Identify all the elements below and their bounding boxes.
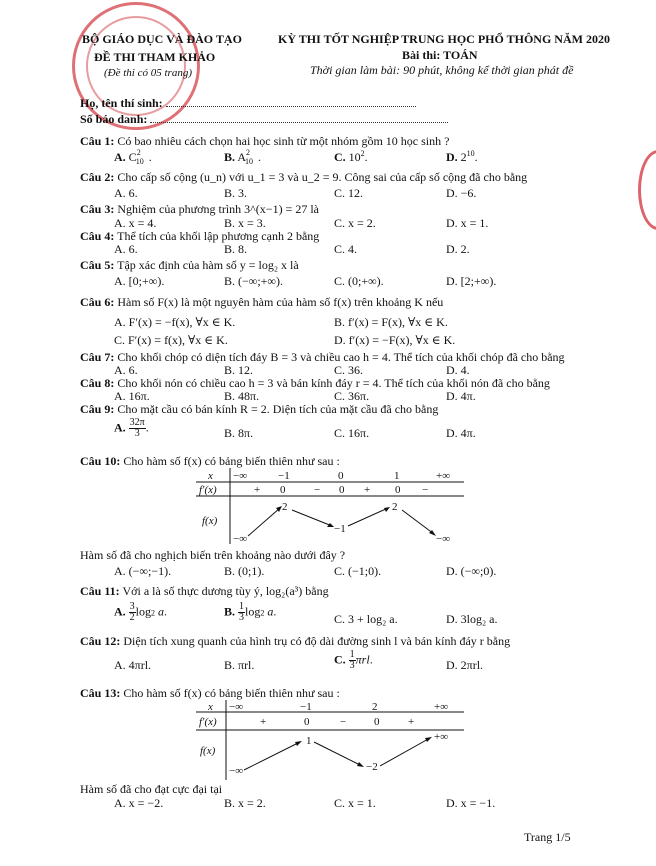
question-9: Câu 9: Cho mặt cầu có bán kính R = 2. Diện tích của mặt cầu đã cho bằng (80, 402, 439, 416)
q8-option-d: D. 4π. (446, 389, 476, 403)
t2-f-val: +∞ (434, 731, 449, 743)
t1-fp-val: + (364, 484, 371, 496)
t1-x-val: −∞ (233, 470, 248, 482)
question-10: Câu 10: Cho hàm số f(x) có bảng biến thiên như sau : (80, 454, 340, 468)
q10-question-text: Hàm số đã cho nghịch biến trên khoảng nào dưới đây ? (80, 548, 346, 562)
q6-option-a: A. F′(x) = −f(x), ∀x ∈ K. (114, 315, 236, 329)
t1-f-val: 2 (392, 501, 398, 513)
q1-option-a: A. $C^2_{10}$ . (114, 148, 152, 166)
t2-x-val: 2 (372, 701, 378, 713)
question-8: Câu 8: Cho khối nón có chiều cao h = 3 và bán kính đáy r = 4. Thể tích của khối nón đã cho bằng (80, 376, 550, 390)
t1-f-val: −∞ (436, 533, 451, 544)
q7-option-a: A. 6. (114, 363, 138, 377)
t1-x-val: 0 (338, 470, 344, 482)
t2-x-label: x (208, 701, 213, 713)
t1-fp-val: − (314, 484, 321, 496)
t2-fp-val: + (408, 716, 415, 728)
q2-option-d: D. −6. (446, 186, 477, 200)
t1-f-val: −1 (334, 523, 346, 535)
q5-option-a: A. [0;+∞). (114, 274, 165, 288)
question-2: Câu 2: Cho cấp số cộng (u_n) với u_1 = 3 và u_2 = 9. Công sai của cấp số cộng đã cho bằng (80, 170, 528, 184)
t2-fp-val: + (260, 716, 267, 728)
t1-fp-label: f′(x) (199, 484, 217, 496)
q8-option-c: C. 36π. (334, 389, 370, 403)
t2-x-val: +∞ (434, 701, 449, 713)
t2-x-val: −∞ (229, 701, 244, 713)
t2-x-val: −1 (300, 701, 312, 713)
t1-f-label: f(x) (202, 515, 218, 527)
q1-option-b: B. $A^2_{10}$ . (224, 148, 262, 166)
q7-option-d: D. 4. (446, 363, 470, 377)
q3-option-d: D. x = 1. (446, 216, 489, 230)
question-11: Câu 11: Với a là số thực dương tùy ý, log₂(a³) bằng (80, 584, 329, 598)
q12-option-b: B. πrl. (224, 658, 255, 672)
q3-option-c: C. x = 2. (334, 216, 376, 230)
q4-option-c: C. 4. (334, 242, 358, 256)
q13-option-b: B. x = 2. (224, 796, 266, 810)
page-number: Trang 1/5 (524, 830, 571, 844)
t1-f-val: −∞ (233, 533, 248, 544)
q6-option-d: D. f′(x) = −F(x), ∀x ∈ K. (334, 333, 456, 347)
q2-option-c: C. 12. (334, 186, 364, 200)
q13-option-d: D. x = −1. (446, 796, 496, 810)
question-7: Câu 7: Cho khối chóp có diện tích đáy B = 3 và chiều cao h = 4. Thể tích của khối chóp đã cho bằng (80, 350, 565, 364)
q11-option-c: C. 3 + log₂ a. (334, 612, 398, 626)
t1-x-val: −1 (278, 470, 290, 482)
q4-option-b: B. 8. (224, 242, 248, 256)
q3-option-b: B. x = 3. (224, 216, 266, 230)
q7-option-c: C. 36. (334, 363, 364, 377)
q8-option-a: A. 16π. (114, 389, 150, 403)
t1-x-val: 1 (394, 470, 400, 482)
q11-option-a: A. $\frac{3}{2}$ log2 a. (114, 601, 168, 623)
q11-option-b: B. $\frac{1}{3}$ log2 a. (224, 601, 277, 623)
question-13: Câu 13: Cho hàm số f(x) có bảng biến thiên như sau : (80, 686, 340, 700)
q13-question-text: Hàm số đã cho đạt cực đại tại (80, 782, 223, 796)
question-5: Câu 5: Tập xác định của hàm số y = log₂ x là (80, 258, 299, 272)
t2-f-label: f(x) (200, 745, 216, 757)
question-3: Câu 3: Nghiệm của phương trình 3^(x−1) = 27 là (80, 202, 319, 216)
t2-fp-val: 0 (374, 716, 380, 728)
q1-option-c: C. $10^2$. (334, 149, 368, 164)
question-6: Câu 6: Hàm số F(x) là một nguyên hàm của hàm số f(x) trên khoảng K nếu (80, 295, 444, 309)
t2-fp-val: − (340, 716, 347, 728)
t2-f-val: −2 (366, 761, 378, 773)
page-count-note: (Đề thi có 05 trang) (104, 67, 192, 79)
t1-fp-val: 0 (339, 484, 345, 496)
q13-option-a: A. x = −2. (114, 796, 164, 810)
question-12: Câu 12: Diện tích xung quanh của hình trụ có độ dài đường sinh l và bán kính đáy r bằng (80, 634, 511, 648)
t2-f-val: −∞ (229, 765, 244, 777)
q5-option-b: B. (−∞;+∞). (224, 274, 283, 288)
variation-table-1 (196, 468, 466, 544)
t2-f-val: 1 (306, 735, 312, 747)
t1-x-val: +∞ (436, 470, 451, 482)
q6-option-b: B. f′(x) = F(x), ∀x ∈ K. (334, 315, 448, 329)
q5-option-c: C. (0;+∞). (334, 274, 384, 288)
t1-fp-val: + (254, 484, 261, 496)
q4-option-a: A. 6. (114, 242, 138, 256)
exam-type: ĐỀ THI THAM KHẢO (94, 50, 216, 64)
candidate-number-label: Số báo danh: (80, 112, 448, 127)
candidate-name-label: Họ, tên thí sinh: (80, 96, 416, 111)
variation-table-2 (196, 700, 466, 780)
q7-option-b: B. 12. (224, 363, 254, 377)
q13-option-c: C. x = 1. (334, 796, 376, 810)
q6-option-c: C. F′(x) = f(x), ∀x ∈ K. (114, 333, 228, 347)
q5-option-d: D. [2;+∞). (446, 274, 497, 288)
t1-x-label: x (208, 470, 213, 482)
ministry-name: BỘ GIÁO DỤC VÀ ĐÀO TẠO (82, 32, 242, 46)
q10-option-c: C. (−1;0). (334, 564, 382, 578)
question-1: Câu 1: Có bao nhiêu cách chọn hai học sinh từ một nhóm gồm 10 học sinh ? (80, 134, 450, 148)
q11-option-d: D. 3log₂ a. (446, 612, 498, 626)
q12-option-c: C. $\frac{1}{3}$ πrl. (334, 649, 373, 671)
t2-fp-label: f′(x) (199, 716, 217, 728)
q9-option-a: A. $\frac{32\pi}{3}$ . (114, 417, 149, 439)
q10-option-b: B. (0;1). (224, 564, 265, 578)
time-limit: Thời gian làm bài: 90 phút, không kể thời gian phát đề (310, 63, 574, 77)
question-4: Câu 4: Thể tích của khối lập phương cạnh 2 bằng (80, 229, 320, 243)
q4-option-d: D. 2. (446, 242, 470, 256)
subject: Bài thi: TOÁN (402, 48, 478, 62)
q1-option-d: D. $2^{10}$. (446, 149, 478, 164)
exam-title: KỲ THI TỐT NGHIỆP TRUNG HỌC PHỔ THÔNG NĂM 2020 (278, 32, 610, 46)
q2-option-a: A. 6. (114, 186, 138, 200)
q9-option-d: D. 4π. (446, 426, 476, 440)
q9-option-c: C. 16π. (334, 426, 370, 440)
t1-fp-val: 0 (280, 484, 286, 496)
q3-option-a: A. x = 4. (114, 216, 157, 230)
q10-option-d: D. (−∞;0). (446, 564, 497, 578)
q9-option-b: B. 8π. (224, 426, 254, 440)
q8-option-b: B. 48π. (224, 389, 260, 403)
t1-f-val: 2 (282, 501, 288, 513)
page-edge-stamp (638, 150, 656, 230)
t2-fp-val: 0 (304, 716, 310, 728)
q12-option-a: A. 4πrl. (114, 658, 152, 672)
q12-option-d: D. 2πrl. (446, 658, 484, 672)
q2-option-b: B. 3. (224, 186, 248, 200)
t1-fp-val: − (422, 484, 429, 496)
q10-option-a: A. (−∞;−1). (114, 564, 172, 578)
t1-fp-val: 0 (395, 484, 401, 496)
